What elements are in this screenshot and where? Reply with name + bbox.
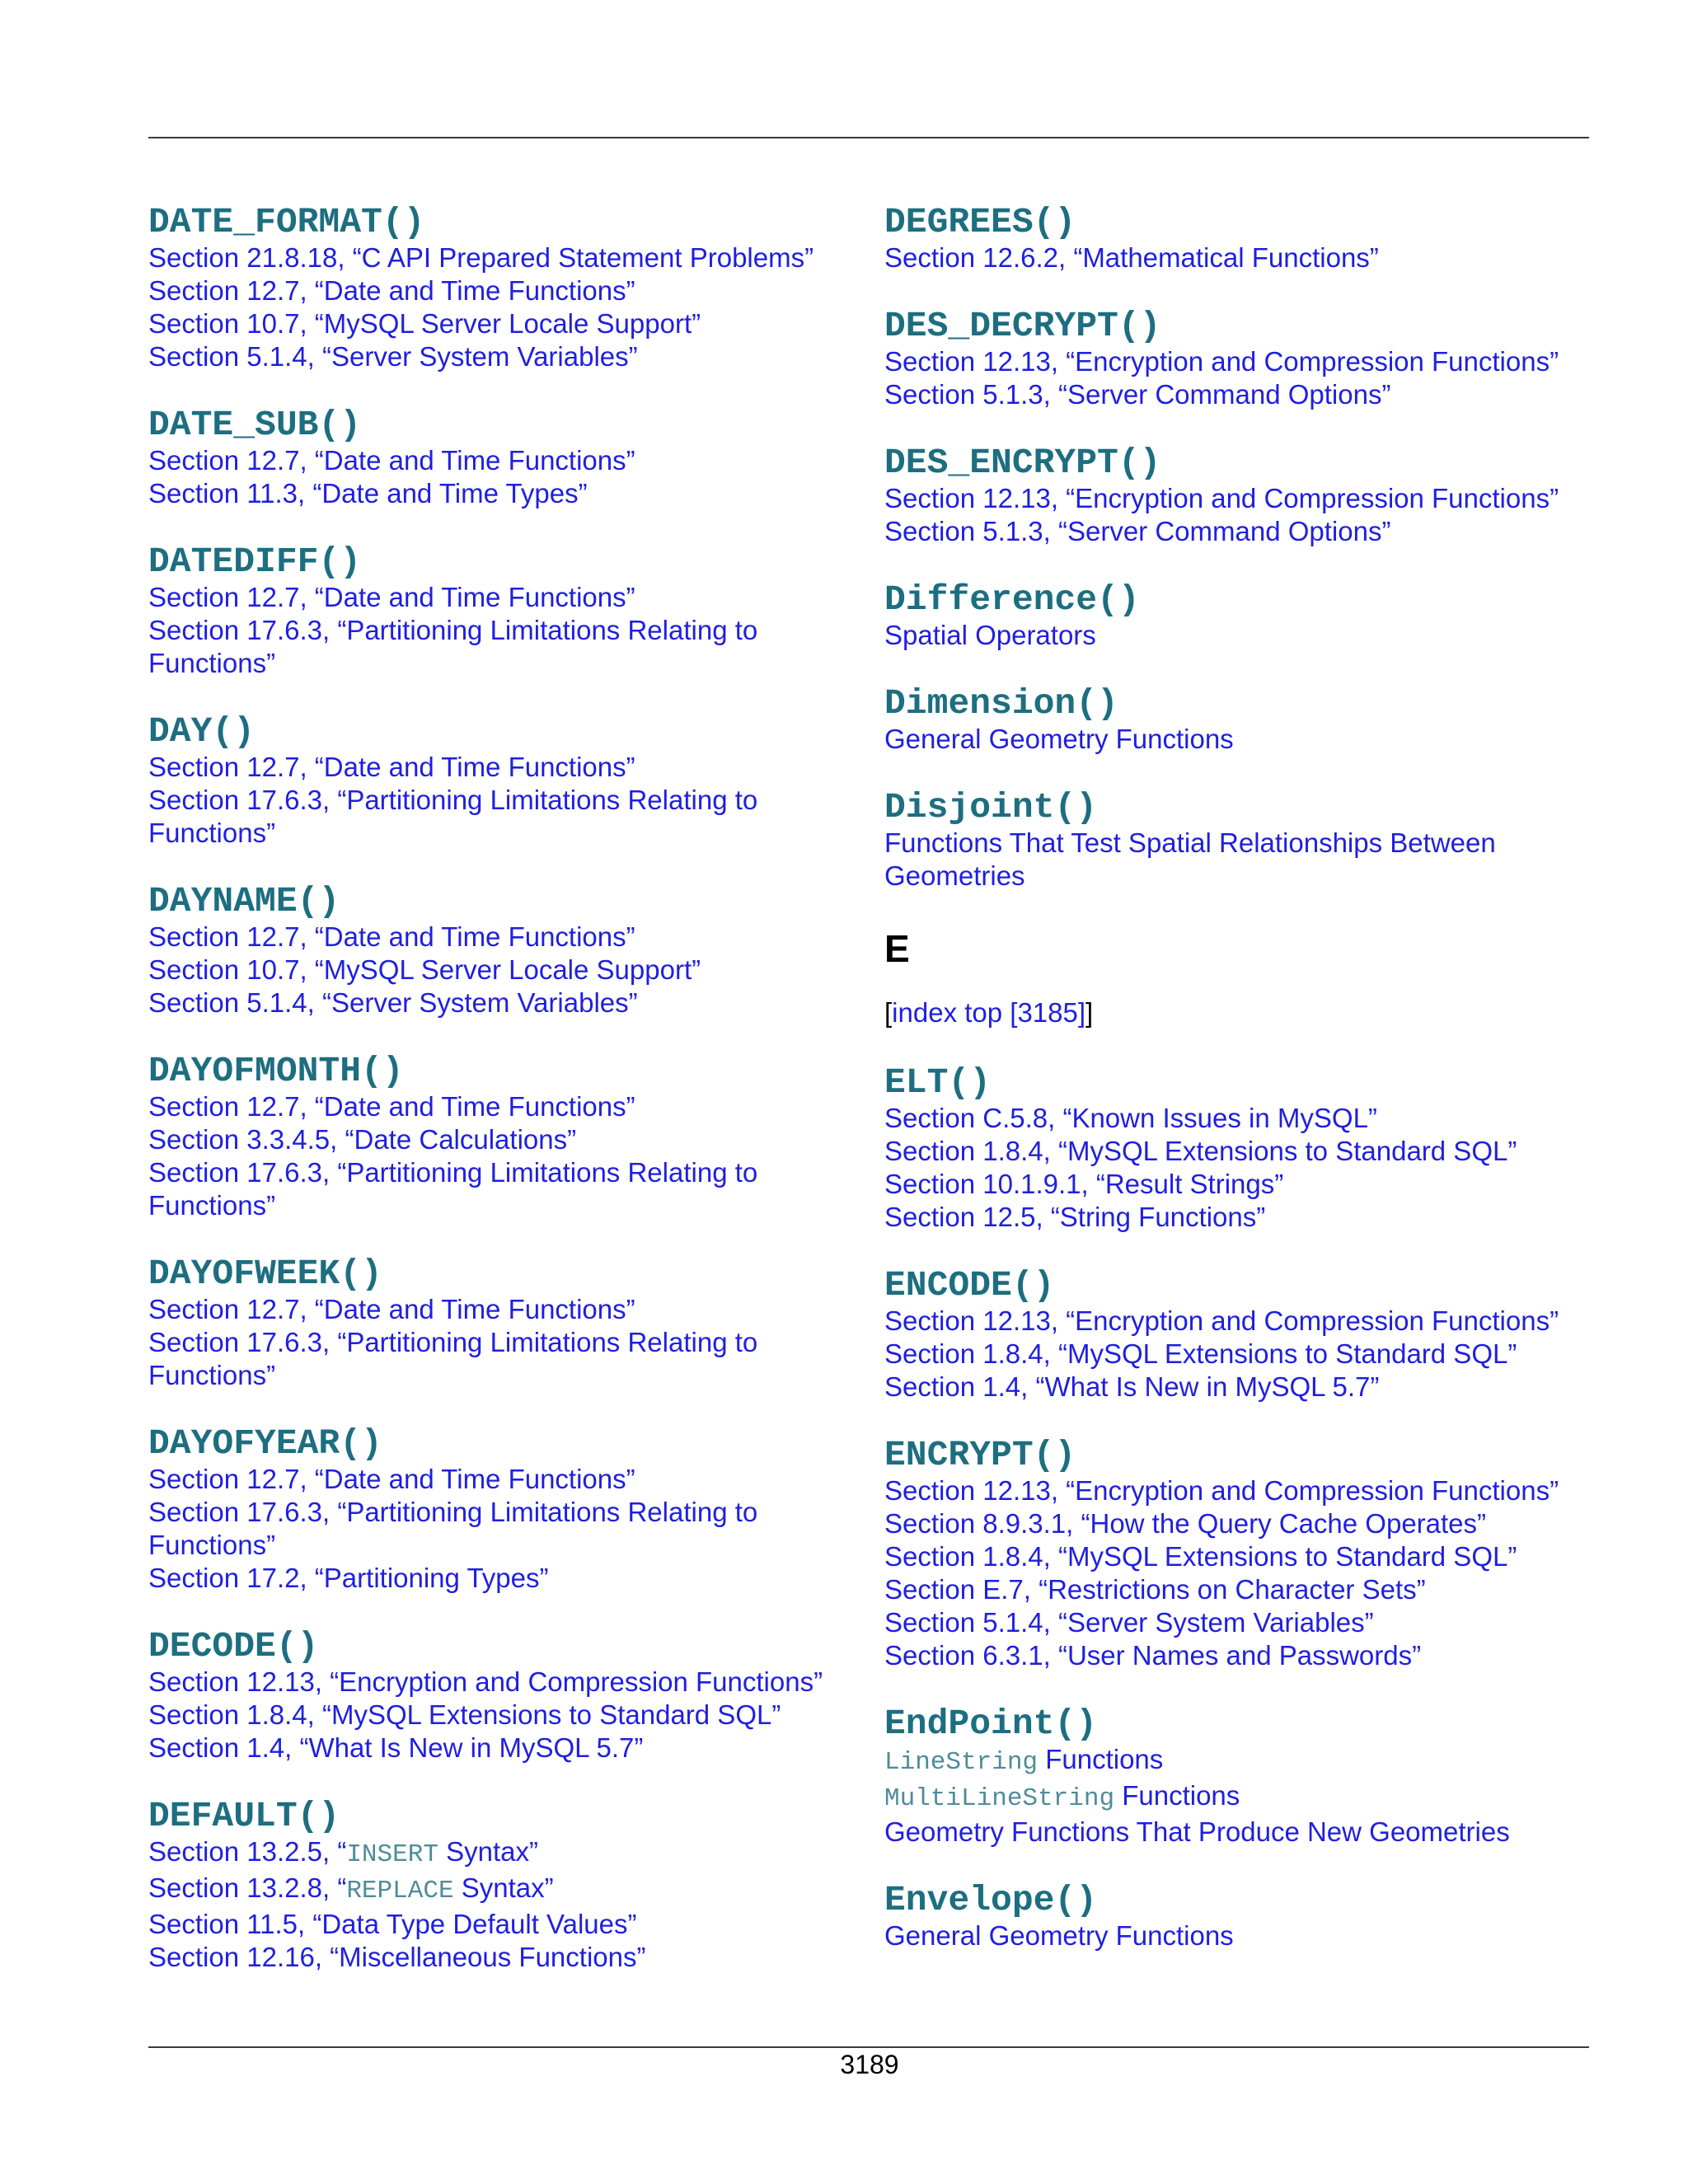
reference-text: Functions <box>1038 1744 1164 1774</box>
index-group-d <box>884 202 1610 893</box>
function-heading: DEGREES() <box>884 202 1076 242</box>
index-entry <box>884 683 1610 756</box>
section-reference-link[interactable]: Functions” <box>148 1360 276 1390</box>
index-entry <box>884 1435 1610 1672</box>
section-reference-link[interactable]: Section E.7, “Restrictions on Character Sets” <box>884 1574 1426 1605</box>
function-heading: DATE_FORMAT() <box>148 202 425 242</box>
section-reference-link[interactable]: Section 12.7, “Date and Time Functions” <box>148 1464 635 1494</box>
section-reference-link[interactable]: Section 5.1.3, “Server Command Options” <box>884 379 1391 410</box>
reference-text: Syntax” <box>453 1872 554 1903</box>
function-heading: DAYOFYEAR() <box>148 1423 382 1464</box>
index-top-link[interactable]: index top [3185] <box>892 997 1086 1028</box>
index-column-right <box>884 202 1610 1984</box>
index-entry <box>148 1254 874 1392</box>
section-reference-link[interactable]: Section 5.1.4, “Server System Variables” <box>148 341 638 372</box>
reference-code: LineString <box>884 1748 1039 1777</box>
index-entry <box>148 1051 874 1222</box>
section-reference-link[interactable]: Functions” <box>148 818 276 848</box>
section-reference-link[interactable]: Section 1.4, “What Is New in MySQL 5.7” <box>884 1371 1380 1402</box>
section-reference-link[interactable] <box>884 1779 1610 1816</box>
function-heading: Disjoint() <box>884 787 1098 827</box>
section-reference-link[interactable]: Section 1.8.4, “MySQL Extensions to Standard SQL” <box>884 1541 1517 1572</box>
function-heading: DAYNAME() <box>148 881 340 921</box>
bracket-close: ] <box>1085 997 1094 1028</box>
section-reference-link[interactable]: Section 11.5, “Data Type Default Values” <box>148 1909 637 1939</box>
reference-code: MultiLineString <box>884 1784 1115 1813</box>
section-reference-link[interactable]: Section 17.6.3, “Partitioning Limitations Relating to <box>148 615 758 645</box>
function-heading: DATEDIFF() <box>148 541 362 582</box>
index-entry <box>148 202 874 373</box>
bracket-open: [ <box>884 997 893 1028</box>
index-entry <box>148 541 874 680</box>
reference-code: REPLACE <box>346 1877 454 1905</box>
section-reference-link[interactable]: Functions” <box>148 648 276 678</box>
section-reference-link[interactable]: Section 10.1.9.1, “Result Strings” <box>884 1169 1284 1199</box>
section-reference-link[interactable]: Section 12.6.2, “Mathematical Functions” <box>884 242 1379 273</box>
bottom-rule <box>148 2046 1589 2048</box>
index-entry <box>884 1880 1610 1952</box>
index-entry <box>148 1626 874 1765</box>
section-reference-link[interactable]: Section 3.3.4.5, “Date Calculations” <box>148 1124 577 1155</box>
index-group-e <box>884 1062 1610 1952</box>
function-heading: DECODE() <box>148 1626 319 1666</box>
index-entry <box>148 1796 874 1974</box>
function-heading: DES_ENCRYPT() <box>884 443 1161 483</box>
function-heading: DAYOFMONTH() <box>148 1051 404 1091</box>
index-entry <box>884 579 1610 652</box>
index-entry <box>148 881 874 1019</box>
section-reference-link[interactable]: Section 12.13, “Encryption and Compression Functions” <box>884 346 1559 377</box>
reference-code: INSERT <box>346 1840 438 1869</box>
section-reference-link[interactable]: General Geometry Functions <box>884 724 1234 754</box>
function-heading: Difference() <box>884 579 1140 620</box>
section-reference-link[interactable] <box>148 1872 874 1908</box>
section-reference-link[interactable]: Section 1.8.4, “MySQL Extensions to Standard SQL” <box>884 1338 1517 1369</box>
section-reference-link[interactable]: Section 17.6.3, “Partitioning Limitations Relating to <box>148 1327 758 1357</box>
index-entry <box>884 443 1610 548</box>
index-entry <box>884 202 1610 274</box>
reference-text: Syntax” <box>438 1836 538 1867</box>
section-letter-heading: E <box>884 927 910 970</box>
function-heading: ENCODE() <box>884 1265 1055 1305</box>
section-reference-link[interactable] <box>884 1743 1610 1779</box>
index-entry <box>884 1265 1610 1404</box>
section-reference-link[interactable]: Section 5.1.3, “Server Command Options” <box>884 516 1391 546</box>
section-reference-link[interactable]: Section 12.7, “Date and Time Functions” <box>148 445 635 476</box>
function-heading: DES_DECRYPT() <box>884 306 1161 346</box>
reference-text: Section 13.2.8, “ <box>148 1872 347 1903</box>
section-reference-link[interactable]: Section 8.9.3.1, “How the Query Cache Operates” <box>884 1508 1487 1539</box>
section-reference-link[interactable]: Section 10.7, “MySQL Server Locale Support” <box>148 308 701 339</box>
function-heading: DEFAULT() <box>148 1796 340 1836</box>
section-reference-link[interactable]: Section 12.7, “Date and Time Functions” <box>148 921 635 952</box>
function-heading: EndPoint() <box>884 1704 1098 1744</box>
index-top-line <box>884 996 1610 1029</box>
function-heading: Envelope() <box>884 1880 1098 1920</box>
section-reference-link[interactable]: Geometry Functions That Produce New Geometries <box>884 1816 1510 1847</box>
function-heading: ENCRYPT() <box>884 1435 1076 1475</box>
section-reference-link[interactable]: Section 17.6.3, “Partitioning Limitations Relating to <box>148 785 758 815</box>
index-entry <box>148 405 874 510</box>
section-reference-link[interactable]: Section C.5.8, “Known Issues in MySQL” <box>884 1103 1377 1133</box>
section-reference-link[interactable]: Functions” <box>148 1190 276 1221</box>
function-heading: Dimension() <box>884 683 1118 724</box>
section-reference-link[interactable]: Section 1.4, “What Is New in MySQL 5.7” <box>148 1732 644 1763</box>
index-entry <box>148 711 874 850</box>
section-reference-link[interactable]: Geometries <box>884 860 1025 891</box>
index-column-left <box>148 202 874 2005</box>
section-reference-link[interactable]: Section 12.7, “Date and Time Functions” <box>148 1091 635 1122</box>
section-reference-link[interactable]: Section 10.7, “MySQL Server Locale Support” <box>148 954 701 985</box>
index-entry <box>884 1704 1610 1849</box>
page-number: 3189 <box>840 2050 899 2079</box>
section-reference-link[interactable]: Section 12.13, “Encryption and Compression Functions” <box>884 1475 1559 1506</box>
index-entry <box>148 1423 874 1595</box>
section-reference-link[interactable]: Section 17.6.3, “Partitioning Limitations Relating to <box>148 1497 758 1527</box>
function-heading: DATE_SUB() <box>148 405 362 445</box>
section-reference-link[interactable]: Section 6.3.1, “User Names and Passwords” <box>884 1640 1422 1671</box>
section-reference-link[interactable] <box>148 1835 874 1872</box>
section-reference-link[interactable]: Section 12.7, “Date and Time Functions” <box>148 275 635 306</box>
section-reference-link[interactable]: Section 1.8.4, “MySQL Extensions to Standard SQL” <box>884 1136 1517 1166</box>
top-rule <box>148 137 1589 138</box>
function-heading: DAY() <box>148 711 256 752</box>
function-heading: ELT() <box>884 1062 992 1103</box>
section-reference-link[interactable]: Section 12.16, “Miscellaneous Functions” <box>148 1942 646 1972</box>
index-entry <box>884 306 1610 411</box>
section-reference-link[interactable]: General Geometry Functions <box>884 1920 1234 1951</box>
section-reference-link[interactable]: Functions” <box>148 1530 276 1560</box>
index-entry <box>884 1062 1610 1234</box>
section-reference-link[interactable]: Section 12.13, “Encryption and Compression Functions” <box>148 1666 823 1697</box>
section-reference-link[interactable]: Section 12.13, “Encryption and Compression Functions” <box>884 483 1559 513</box>
section-reference-link[interactable]: Section 12.13, “Encryption and Compression Functions” <box>884 1305 1559 1336</box>
section-reference-link[interactable]: Spatial Operators <box>884 620 1096 650</box>
section-reference-link[interactable]: Section 12.7, “Date and Time Functions” <box>148 582 635 612</box>
section-reference-link[interactable]: Section 1.8.4, “MySQL Extensions to Standard SQL” <box>148 1699 781 1730</box>
section-reference-link[interactable]: Section 11.3, “Date and Time Types” <box>148 478 588 509</box>
section-reference-link[interactable]: Functions That Test Spatial Relationships Between <box>884 827 1496 858</box>
function-heading: DAYOFWEEK() <box>148 1254 382 1294</box>
section-reference-link[interactable]: Section 17.6.3, “Partitioning Limitations Relating to <box>148 1157 758 1188</box>
section-reference-link[interactable]: Section 21.8.18, “C API Prepared Statement Problems” <box>148 242 814 273</box>
section-reference-link[interactable]: Section 12.5, “String Functions” <box>884 1202 1266 1232</box>
section-reference-link[interactable]: Section 5.1.4, “Server System Variables” <box>884 1607 1374 1638</box>
section-reference-link[interactable]: Section 12.7, “Date and Time Functions” <box>148 752 635 782</box>
section-reference-link[interactable]: Section 5.1.4, “Server System Variables” <box>148 987 638 1018</box>
reference-text: Functions <box>1114 1780 1240 1811</box>
section-reference-link[interactable]: Section 12.7, “Date and Time Functions” <box>148 1294 635 1324</box>
reference-text: Section 13.2.5, “ <box>148 1836 347 1867</box>
index-entry <box>884 787 1610 893</box>
section-reference-link[interactable]: Section 17.2, “Partitioning Types” <box>148 1563 549 1593</box>
